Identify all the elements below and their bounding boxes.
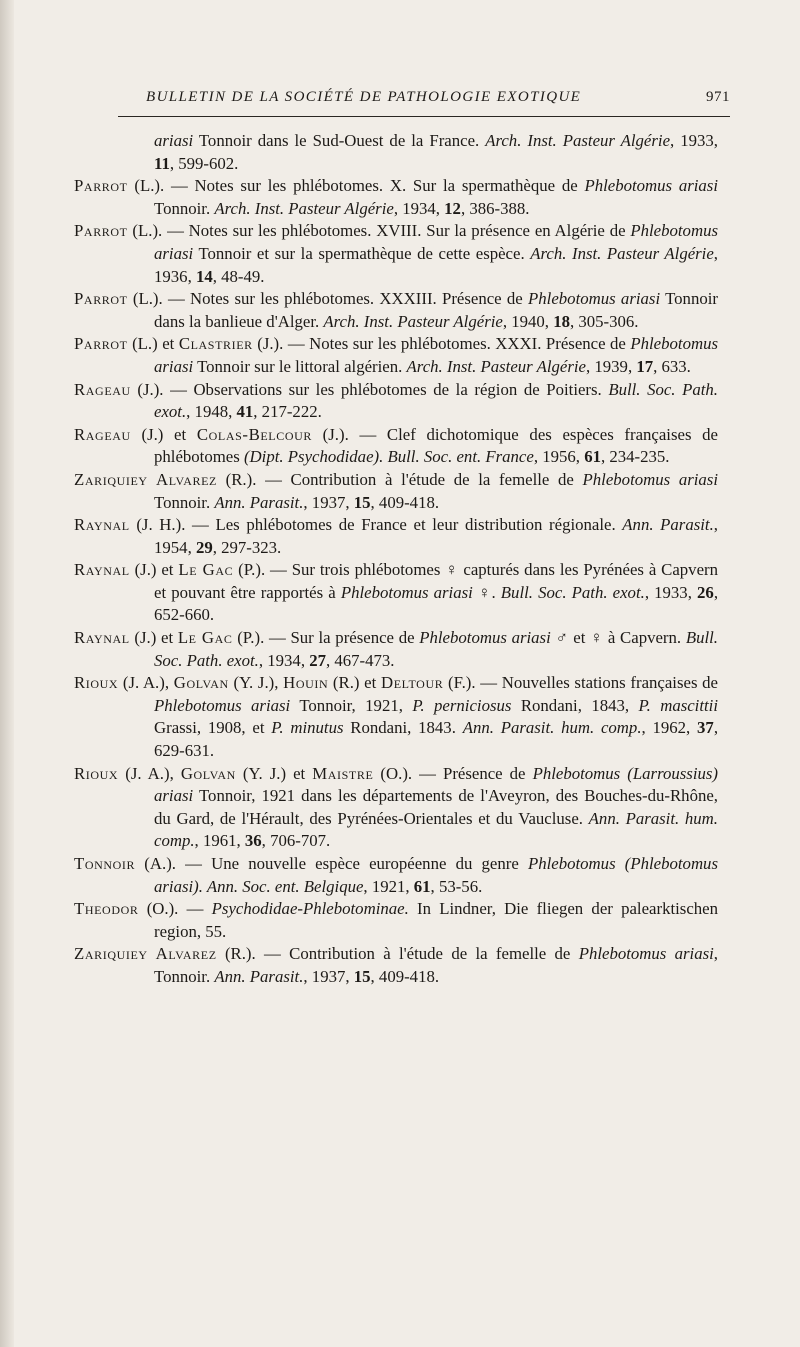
italic-text: Bull. Soc. Path. exot. bbox=[154, 628, 718, 670]
italic-text: Arch. Inst. Pasteur Algérie bbox=[530, 243, 714, 263]
reference-entry bbox=[74, 514, 718, 559]
reference-text: (P.). — Sur la présence de bbox=[232, 628, 420, 648]
reference-entry bbox=[74, 559, 718, 627]
author-name: Golvan bbox=[180, 763, 236, 783]
header-rule bbox=[118, 116, 730, 117]
reference-text: (Y. J.), bbox=[228, 673, 284, 693]
author-name: Rioux bbox=[74, 673, 119, 693]
author-name: Le Gac bbox=[177, 628, 233, 648]
reference-text: ♂ et ♀ à Capvern. bbox=[550, 628, 686, 648]
reference-entry bbox=[74, 898, 718, 943]
reference-text: (J.) et bbox=[129, 560, 179, 580]
reference-text: Tonnoir dans la banlieue d'Alger. bbox=[154, 289, 718, 331]
reference-text: (R.) et bbox=[328, 673, 381, 693]
reference-text: , 1934, bbox=[393, 198, 445, 218]
author-name: Colas-Belcour bbox=[196, 424, 312, 444]
running-head bbox=[146, 89, 730, 106]
author-name: Raynal bbox=[74, 628, 130, 648]
author-name: Theodor bbox=[74, 899, 139, 919]
reference-text: , 297-323. bbox=[212, 537, 282, 557]
reference-text: (O.). — Présence de bbox=[373, 763, 533, 783]
reference-text: , 1937, bbox=[303, 492, 354, 512]
reference-text: , 1954, bbox=[154, 515, 718, 557]
italic-text: Phlebotomus ariasi bbox=[419, 628, 551, 648]
author-name: Clastrier bbox=[178, 334, 253, 354]
reference-text: (J. H.). — Les phlébotomes de France et leur distribution régionale. bbox=[129, 515, 623, 535]
page-binding-edge bbox=[0, 0, 14, 1347]
author-name: Raynal bbox=[74, 515, 130, 535]
reference-entry bbox=[74, 379, 718, 424]
reference-text: (R.). — Contribution à l'étude de la femelle de bbox=[216, 944, 579, 964]
reference-text: , 1933, bbox=[670, 131, 718, 150]
reference-text: , 1948, bbox=[186, 402, 237, 422]
italic-text: Ann. Parasit. bbox=[214, 966, 304, 986]
italic-text: Ann. Parasit. hum. comp. bbox=[154, 808, 718, 851]
reference-list bbox=[74, 130, 718, 989]
reference-text: (F.). — Nouvelles stations françaises de bbox=[443, 673, 718, 693]
reference-entry bbox=[74, 333, 718, 378]
volume-number: 18 bbox=[553, 311, 570, 331]
reference-entry bbox=[74, 288, 718, 333]
reference-text: , 1940, bbox=[502, 311, 554, 331]
reference-text: ♀. bbox=[472, 582, 501, 602]
volume-number: 17 bbox=[636, 356, 654, 376]
reference-text: , 1956, bbox=[533, 447, 585, 467]
reference-text: (L.). — Notes sur les phlébotomes. XXXIII. Présence de bbox=[127, 289, 529, 309]
reference-text: , 706-707. bbox=[261, 831, 331, 851]
reference-entry bbox=[74, 220, 718, 288]
reference-text: (O.). — bbox=[138, 899, 212, 919]
italic-text: P. minutus bbox=[271, 718, 344, 738]
volume-number: 29 bbox=[195, 537, 213, 557]
author-name: Houin bbox=[283, 673, 329, 693]
reference-text: Rondani, 1843, bbox=[511, 695, 639, 715]
italic-text: Phlebotomus ariasi bbox=[582, 469, 718, 489]
author-name: Le Gac bbox=[178, 560, 234, 580]
italic-text: Phlebotomus ariasi bbox=[578, 944, 714, 964]
author-name: Maistre bbox=[312, 763, 374, 783]
reference-text: (J.) et bbox=[129, 628, 178, 648]
italic-text: Ann. Parasit. bbox=[214, 492, 304, 512]
volume-number: 26 bbox=[697, 582, 714, 602]
reference-text: (L.). — Notes sur les phlébotomes. X. Sur la spermathèque de bbox=[127, 176, 585, 196]
reference-text: (Y. J.) et bbox=[235, 763, 313, 783]
italic-text: Psychodidae-Phlebotominae. bbox=[211, 899, 409, 919]
italic-text: ariasi bbox=[154, 131, 194, 150]
author-name: Parrot bbox=[74, 289, 128, 309]
volume-number: 36 bbox=[244, 831, 262, 851]
author-name: Deltour bbox=[380, 673, 444, 693]
italic-text: Phlebotomus ariasi bbox=[584, 176, 718, 196]
volume-number: 61 bbox=[413, 876, 431, 896]
reference-text: , 409-418. bbox=[370, 492, 440, 512]
reference-text: (J. A.), bbox=[118, 763, 181, 783]
italic-text: P. perniciosus bbox=[412, 695, 512, 715]
volume-number: 27 bbox=[309, 650, 326, 670]
reference-text: Rondani, 1843. bbox=[343, 718, 463, 738]
author-name: Golvan bbox=[173, 673, 229, 693]
author-name: Parrot bbox=[74, 334, 128, 354]
reference-text: (L.) et bbox=[127, 334, 179, 354]
reference-text: , 652-660. bbox=[154, 582, 719, 625]
reference-text: , Tonnoir. bbox=[154, 944, 718, 986]
reference-text: , 305-306. bbox=[569, 311, 639, 331]
volume-number: 15 bbox=[353, 966, 371, 986]
reference-text: (P.). — Sur trois phlébotomes ♀ capturés dans les Pyrénées à Capvern et pouvant être rapportés à bbox=[154, 560, 718, 602]
reference-entry bbox=[74, 424, 718, 469]
reference-entry bbox=[74, 763, 718, 853]
italic-text: Phlebotomus ariasi bbox=[154, 221, 718, 263]
reference-entry bbox=[74, 943, 718, 988]
reference-text: , 48-49. bbox=[212, 266, 265, 286]
italic-text: Phlebotomus ariasi bbox=[528, 289, 661, 309]
italic-text: Arch. Inst. Pasteur Algérie bbox=[323, 311, 503, 331]
reference-entry bbox=[74, 175, 718, 220]
author-name: Raynal bbox=[74, 560, 130, 580]
reference-text: , 234-235. bbox=[600, 447, 670, 467]
italic-text: Bull. Soc. Path. exot. bbox=[154, 379, 718, 422]
author-name: Rageau bbox=[74, 424, 131, 444]
reference-text: In Lindner, Die fliegen der palearktischen region, 55. bbox=[154, 899, 719, 941]
italic-text: Bull. Soc. Path. exot. bbox=[500, 582, 645, 602]
italic-text: Arch. Inst. Pasteur Algérie bbox=[214, 198, 394, 218]
reference-text: , 1937, bbox=[303, 966, 354, 986]
reference-text: Tonnoir. bbox=[154, 198, 215, 218]
reference-text: (J.). — Clef dichotomique des espèces françaises de phlébotomes bbox=[154, 424, 718, 467]
reference-text: (J.). — Notes sur les phlébotomes. XXXI. Présence de bbox=[252, 334, 631, 354]
reference-text: Tonnoir, 1921, bbox=[290, 695, 413, 715]
reference-text: , 633. bbox=[653, 356, 691, 376]
reference-text: (J.) et bbox=[130, 424, 197, 444]
reference-text: (A.). — Une nouvelle espèce européenne du genre bbox=[135, 854, 528, 873]
reference-text: , 1933, bbox=[644, 582, 698, 602]
author-name: Rageau bbox=[74, 379, 131, 399]
author-name: Parrot bbox=[74, 221, 128, 241]
reference-text: , 1934, bbox=[258, 650, 310, 670]
reference-entry bbox=[74, 627, 718, 672]
reference-text: (J. A.), bbox=[118, 673, 174, 693]
reference-text: (R.). — Contribution à l'étude de la femelle de bbox=[216, 469, 583, 489]
reference-text: , 599-602. bbox=[169, 153, 239, 173]
reference-entry bbox=[74, 672, 718, 762]
reference-text: Tonnoir. bbox=[154, 492, 215, 512]
author-name: Zariquiey Alvarez bbox=[74, 944, 217, 964]
italic-text: (Dipt. Psychodidae). Bull. Soc. ent. France bbox=[243, 447, 534, 467]
italic-text: P. mascittii bbox=[638, 695, 718, 715]
reference-text: Tonnoir, 1921 dans les départements de l'Aveyron, des Bouches-du-Rhône, du Gard, de l'Hérault, des Pyrénées-Orientales et du Vaucluse. bbox=[154, 786, 718, 828]
italic-text: Arch. Inst. Pasteur Algérie bbox=[406, 356, 586, 376]
reference-text: , 1961, bbox=[194, 831, 245, 851]
italic-text: Phlebotomus ariasi bbox=[154, 695, 291, 715]
reference-text: , 467-473. bbox=[325, 650, 395, 670]
volume-number: 11 bbox=[154, 153, 170, 173]
author-name: Tonnoir bbox=[74, 854, 136, 873]
volume-number: 14 bbox=[195, 266, 213, 286]
reference-text: , 217-222. bbox=[253, 402, 322, 422]
reference-text: Tonnoir dans le Sud-Ouest de la France. bbox=[193, 131, 486, 150]
volume-number: 37 bbox=[697, 718, 714, 738]
author-name: Parrot bbox=[74, 176, 128, 196]
volume-number: 41 bbox=[236, 402, 254, 422]
reference-text: Tonnoir sur le littoral algérien. bbox=[193, 356, 407, 376]
journal-title: BULLETIN DE LA SOCIÉTÉ DE PATHOLOGIE EXOTIQUE bbox=[146, 89, 582, 105]
volume-number: 12 bbox=[444, 198, 461, 218]
reference-text: , 1962, bbox=[641, 718, 698, 738]
reference-text: (J.). — Observations sur les phlébotomes de la région de Poitiers. bbox=[130, 379, 609, 399]
italic-text: Phlebotomus ariasi bbox=[340, 582, 473, 602]
italic-text: Phlebotomus (Larroussius) ariasi bbox=[154, 763, 718, 806]
reference-text: , 409-418. bbox=[370, 966, 440, 986]
reference-text: , 1921, bbox=[363, 876, 414, 896]
reference-text: , 1939, bbox=[585, 356, 637, 376]
italic-text: Phlebotomus (Phlebotomus ariasi). Ann. Soc. ent. Belgique bbox=[154, 854, 718, 896]
reference-entry bbox=[74, 853, 718, 898]
reference-text: , 386-388. bbox=[460, 198, 530, 218]
author-name: Rioux bbox=[74, 763, 119, 783]
reference-entry bbox=[74, 469, 718, 514]
italic-text: Ann. Parasit. bbox=[622, 515, 714, 535]
author-name: Zariquiey Alvarez bbox=[74, 469, 217, 489]
reference-text: , 53-56. bbox=[430, 876, 483, 896]
page-number: 971 bbox=[706, 89, 730, 105]
volume-number: 15 bbox=[353, 492, 371, 512]
reference-text: Tonnoir et sur la spermathèque de cette espèce. bbox=[193, 243, 531, 263]
italic-text: Arch. Inst. Pasteur Algérie bbox=[485, 131, 671, 150]
reference-text: Grassi, 1908, et bbox=[154, 718, 272, 738]
reference-entry bbox=[74, 130, 718, 175]
reference-text: (L.). — Notes sur les phlébotomes. XVIII. Sur la présence en Algérie de bbox=[127, 221, 631, 241]
volume-number: 61 bbox=[584, 447, 601, 467]
italic-text: Phlebotomus ariasi bbox=[154, 334, 719, 376]
reference-text: , 629-631. bbox=[154, 718, 719, 761]
italic-text: Ann. Parasit. hum. comp. bbox=[462, 718, 642, 738]
reference-text: , 1936, bbox=[154, 243, 718, 286]
